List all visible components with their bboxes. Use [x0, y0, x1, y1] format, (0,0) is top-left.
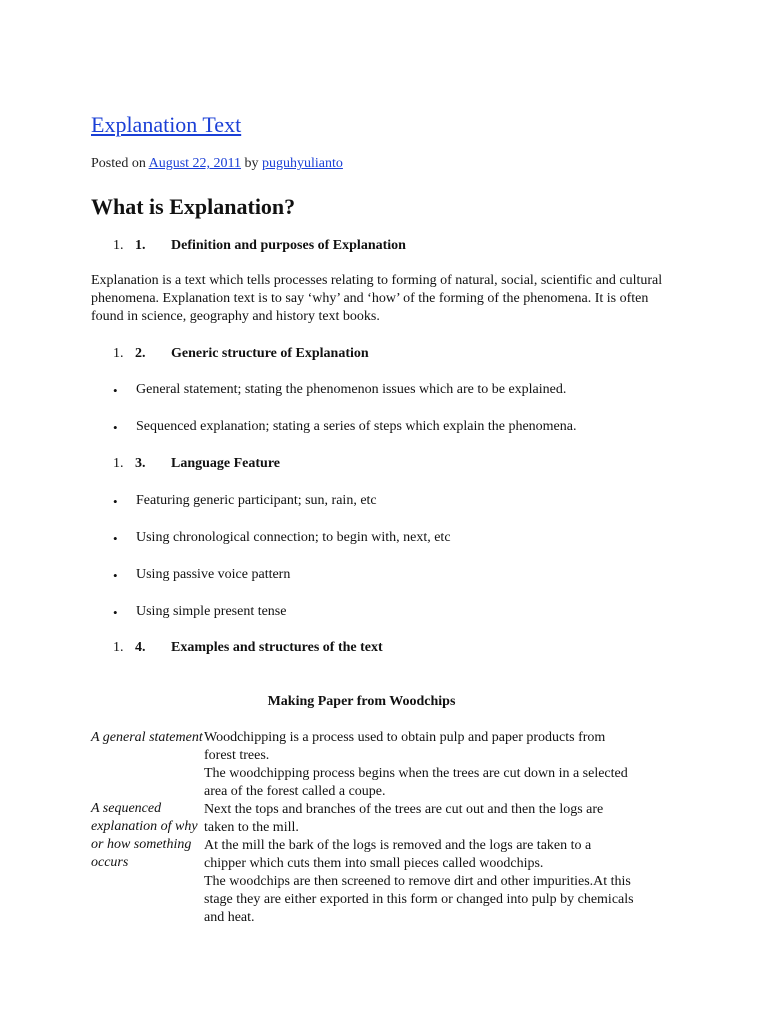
section-number: 1.	[135, 238, 146, 253]
list-item: Featuring generic participant; sun, rain, etc	[136, 493, 377, 508]
example-body	[204, 729, 634, 927]
section-title-definition: Definition and purposes of Explanation	[171, 238, 406, 253]
list-item: Using chronological connection; to begin with, next, etc	[136, 530, 451, 545]
example-line: Woodchipping is a process used to obtain pulp and paper products from forest trees.	[204, 730, 606, 763]
bullet-icon: •	[113, 605, 118, 620]
list-item: Sequenced explanation; stating a series of steps which explain the phenomena.	[136, 419, 577, 434]
bullet-icon: •	[113, 383, 118, 398]
section-number: 4.	[135, 640, 146, 655]
section-title-language-feature: Language Feature	[171, 456, 281, 471]
example-line: The woodchipping process begins when the trees are cut down in a selected area of the forest called a coupe.	[204, 766, 628, 799]
bullet-icon: •	[113, 494, 118, 509]
section-number: 3.	[135, 456, 146, 471]
example-line: At the mill the bark of the logs is removed and the logs are taken to a chipper which cuts them into small pieces called woodchips.	[204, 838, 592, 871]
bullet-icon: •	[113, 420, 118, 435]
section-number: 2.	[135, 346, 146, 361]
post-date-link[interactable]: August 22, 2011	[148, 156, 242, 171]
posted-on-label: Posted on	[91, 156, 146, 171]
list-marker: 1.	[113, 640, 124, 655]
example-line: The woodchips are then screened to remove dirt and other impurities.At this stage they are either exported in this form or changed into pulp by chemicals and heat.	[204, 874, 634, 925]
definition-paragraph: Explanation is a text which tells processes relating to forming of natural, social, scientific and cultural phenomena. Explanation text is to say ‘why’ and ‘how’ of the forming of the phenomena. It is often found in science, geography and history text books.	[91, 273, 663, 324]
post-meta	[91, 156, 343, 172]
list-item: General statement; stating the phenomenon issues which are to be explained.	[136, 382, 567, 397]
example-title: Making Paper from Woodchips	[267, 694, 456, 709]
list-marker: 1.	[113, 346, 124, 361]
post-title-link[interactable]: Explanation Text	[91, 112, 242, 137]
example-line: Next the tops and branches of the trees are cut out and then the logs are taken to the mill.	[204, 802, 604, 835]
label-general-statement: A general statement	[91, 730, 203, 745]
bullet-icon: •	[113, 568, 118, 583]
bullet-icon: •	[113, 531, 118, 546]
section-title-examples: Examples and structures of the text	[171, 640, 383, 655]
label-sequenced-explanation: A sequenced explanation of why or how something occurs	[91, 801, 198, 870]
section-title-structure: Generic structure of Explanation	[171, 346, 369, 361]
list-marker: 1.	[113, 456, 124, 471]
by-label: by	[244, 156, 259, 171]
list-item: Using simple present tense	[136, 604, 287, 619]
section-heading: What is Explanation?	[91, 194, 296, 219]
list-item: Using passive voice pattern	[136, 567, 291, 582]
author-link[interactable]: puguhyulianto	[262, 156, 343, 171]
list-marker: 1.	[113, 238, 124, 253]
